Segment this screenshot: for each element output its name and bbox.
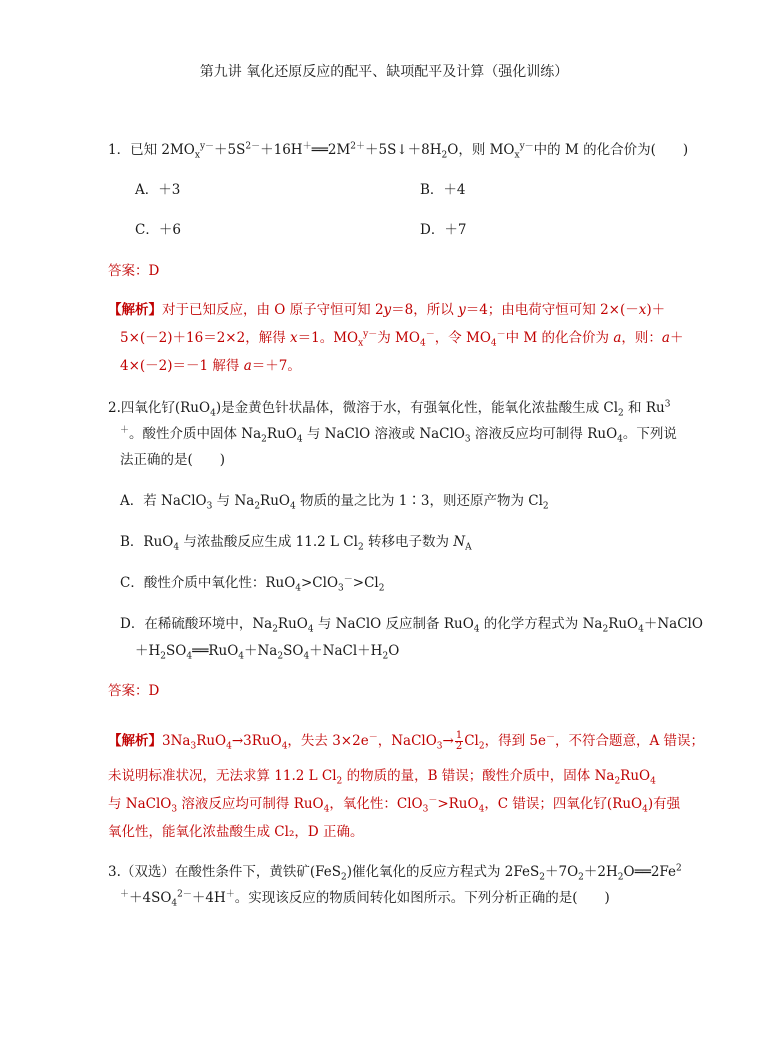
q2-option-a: A．若 NaClO$_3$ 与 $Na_2RuO_4$ 物质的量之比为 1∶3，则还原产物为 $Cl_2$ [120,493,549,512]
q2-stem-line-2: ＋。酸性介质中固体 $Na_2RuO_4$ 与 NaClO 溶液或 NaClO$_3$ 溶液反应均可制得 RuO$_4$。下列说 [120,425,677,445]
page-title: 第九讲 氧化还原反应的配平、缺项配平及计算（强化训练） [199,64,569,80]
q1-option-a: A．＋3 [135,182,181,198]
q2-analysis-label: 【解析】 [108,733,162,749]
q1-analysis-label: 【解析】 [108,302,162,318]
q2-analysis-line-3: 与 NaClO$_3$ 溶液反应均可制得 RuO$_4$，氧化性：ClO$_3$－>RuO$_4$，C 错误；四氧化钌(RuO$_4$)有强 [108,795,681,815]
q2-analysis-line-1: 【解析】$3Na_3RuO_4\to 3RuO_4$，失去 3×2e－，NaClO$_3$→ $\frac{1}{2}$ $Cl_2$，得到 5e－，不符合题意，A 错误； [108,730,705,752]
q2-answer: 答案：D [108,683,160,699]
q3-stem-line-1: 3.（双选）在酸性条件下，黄铁矿(FeS$_2$)催化氧化的反应方程式为 $2FeS_2+7O_2+2H_2O══2Fe^2$ [108,863,682,883]
q1-stem: 1．已知 $2MO_x^{y-}+5S^{2-}+16H^+══2M^{2+}+5S↓+8H_2O$，则 $MO_x^{y-}$中的 M 的化合价为( ) [108,141,689,161]
q1-analysis-line-2: 5×(－2)＋16＝2×2，解得 x＝1。$MO_x^{y-}$为 $MO_4^-$，令 $MO_4^-$中 M 的化合价为 a，则：a＋ [120,329,684,349]
q2-analysis-line-2: 未说明标准状况，无法求算 11.2 L $Cl_2$ 的物质的量，B 错误；酸性介质中，固体 $Na_2RuO_4$ [108,768,656,787]
q1-option-b: B．＋4 [420,182,466,198]
q1-analysis-line-1: 【解析】对于已知反应，由 O 原子守恒可知 2y＝8，所以 y＝4；由电荷守恒可知 2×(－x)＋ [108,302,666,318]
q2-analysis-line-4: 氧化性，能氧化浓盐酸生成 Cl₂，D 正确。 [108,824,364,840]
q2-option-d-line-2: $+H_2SO_4══RuO_4+Na_2SO_4+NaCl+H_2O$ [135,643,400,662]
q2-option-d-line-1: D．在稀硫酸环境中，$Na_2RuO_4$ 与 NaClO 反应制备 RuO$_4$ 的化学方程式为 $Na_2RuO_4+NaClO$ [120,616,703,635]
q1-analysis-line-3: 4×(－2)＝－1 解得 a＝＋7。 [120,358,301,374]
one-half-fraction: $\frac{1}{2}$ [455,730,463,752]
q1-option-c: C．＋6 [135,222,181,238]
q1-answer: 答案：D [108,263,160,279]
q2-stem-line-3: 法正确的是( ) [120,452,226,468]
q1-option-d: D．＋7 [420,222,467,238]
q3-stem-line-2: $^++4SO_4^{2-}+4H^+$。实现该反应的物质间转化如图所示。下列分析正确的是( ) [120,889,610,909]
q2-option-b: B．RuO$_4$ 与浓盐酸反应生成 11.2 L $Cl_2$ 转移电子数为 $N_A$ [120,534,472,553]
q2-option-c: C．酸性介质中氧化性：$RuO_4>ClO_3^->Cl_2$ [120,574,385,594]
q2-stem-line-1: 2.四氧化钌(RuO$_4$)是金黄色针状晶体，微溶于水，有强氧化性，能氧化浓盐酸生成 $Cl_2$ 和 Ru$^3$ [108,399,671,419]
